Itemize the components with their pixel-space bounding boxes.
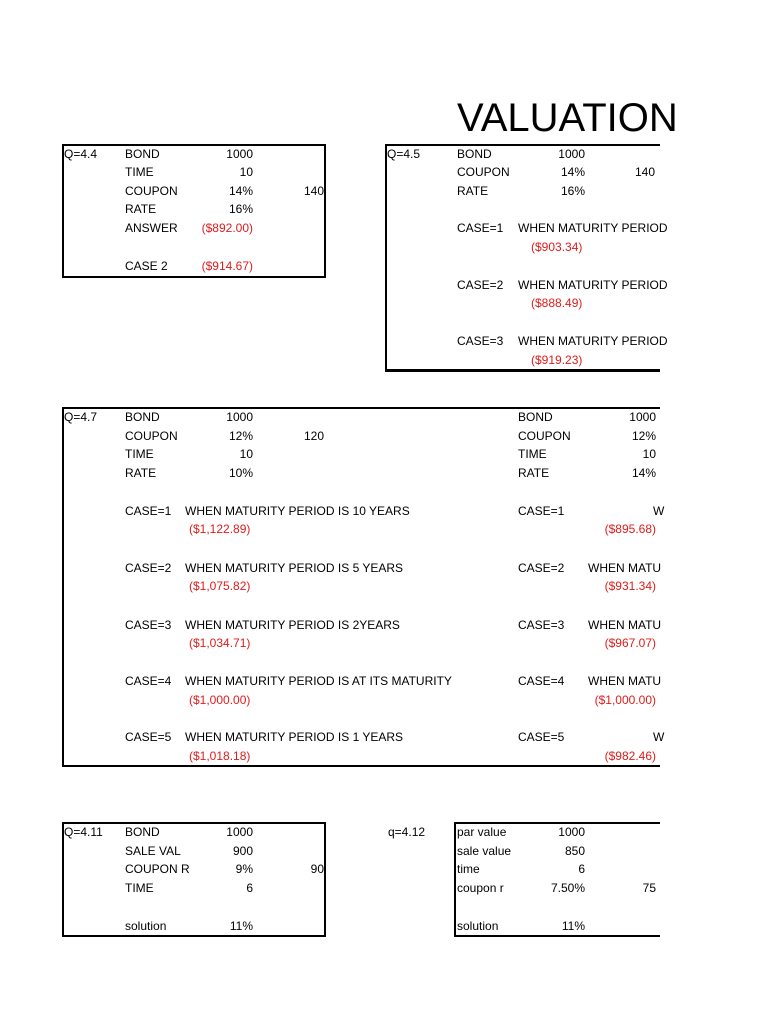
- q47b-case4-value: ($1,000.00): [594, 693, 656, 707]
- q47b-case3-label: CASE=3: [518, 618, 565, 632]
- q45-case1-label: CASE=1: [457, 221, 504, 235]
- q45-rate-label: RATE: [457, 184, 489, 198]
- q44-case2-value: ($914.67): [201, 259, 253, 273]
- q44-time-value: 10: [239, 165, 253, 179]
- q47b-rate-value: 14%: [631, 466, 656, 480]
- q47b-case1-value: ($895.68): [604, 522, 656, 536]
- q412-time-value: 6: [578, 862, 585, 876]
- q45-case3-value: ($919.23): [531, 353, 583, 367]
- q412-coupon-amount: 75: [642, 881, 656, 895]
- q44-answer-label: ANSWER: [125, 221, 178, 235]
- q45-case3-desc: WHEN MATURITY PERIOD: [518, 334, 668, 348]
- q45-case1-desc: WHEN MATURITY PERIOD: [518, 221, 668, 235]
- q47-id: Q=4.7: [64, 410, 98, 424]
- q411-sale-value: 900: [232, 844, 253, 858]
- q412-time-label: time: [457, 862, 480, 876]
- q47-coupon-amount: 120: [303, 429, 324, 443]
- q47b-case4-label: CASE=4: [518, 674, 565, 688]
- q47-rate-value: 10%: [228, 466, 253, 480]
- q411-id: Q=4.11: [64, 825, 103, 839]
- q47-case4-label: CASE=4: [125, 674, 172, 688]
- q45-bond-label: BOND: [457, 147, 492, 161]
- q47-bond-label: BOND: [125, 410, 160, 424]
- q47b-case5-desc: W: [653, 730, 665, 744]
- q47-case2-value: ($1,075.82): [189, 579, 251, 593]
- q412-sale-value: 850: [564, 844, 585, 858]
- q47b-rate-label: RATE: [518, 466, 550, 480]
- q47-rate-label: RATE: [125, 466, 157, 480]
- q44-bond-label: BOND: [125, 147, 160, 161]
- q411-bond-value: 1000: [226, 825, 253, 839]
- q47-case4-value: ($1,000.00): [189, 693, 251, 707]
- q45-coupon-amount: 140: [634, 165, 655, 179]
- q47-bond-value: 1000: [226, 410, 253, 424]
- q411-time-label: TIME: [125, 881, 154, 895]
- q47b-time-label: TIME: [518, 447, 547, 461]
- q47-case5-desc: WHEN MATURITY PERIOD IS 1 YEARS: [185, 730, 404, 744]
- q47b-bond-value: 1000: [629, 410, 656, 424]
- q45-case2-value: ($888.49): [531, 296, 583, 310]
- q44-bond-value: 1000: [226, 147, 253, 161]
- q412-coupon-label: coupon r: [457, 881, 504, 895]
- q45-coupon-value: 14%: [560, 165, 585, 179]
- q412-id: q=4.12: [388, 825, 426, 839]
- q47b-case5-label: CASE=5: [518, 730, 565, 744]
- q47-time-value: 10: [239, 447, 253, 461]
- q44-coupon-label: COUPON: [125, 184, 178, 198]
- q44-coupon-amount: 140: [303, 184, 324, 198]
- q47-case4-desc: WHEN MATURITY PERIOD IS AT ITS MATURITY: [185, 674, 452, 688]
- q47-case1-desc: WHEN MATURITY PERIOD IS 10 YEARS: [185, 504, 410, 518]
- q47b-case2-desc: WHEN MATU: [588, 561, 662, 575]
- q45-case2-label: CASE=2: [457, 278, 504, 292]
- q47-time-label: TIME: [125, 447, 154, 461]
- q44-rate-label: RATE: [125, 202, 157, 216]
- q411-coupon-value: 9%: [235, 862, 253, 876]
- q47-case3-label: CASE=3: [125, 618, 172, 632]
- q47-case1-label: CASE=1: [125, 504, 172, 518]
- q45-case1-value: ($903.34): [531, 240, 583, 254]
- q411-coupon-label: COUPON R: [125, 862, 190, 876]
- q411-sale-label: SALE VAL: [125, 844, 181, 858]
- q412-par-label: par value: [457, 825, 507, 839]
- q47-case2-desc: WHEN MATURITY PERIOD IS 5 YEARS: [185, 561, 404, 575]
- q45-bond-value: 1000: [558, 147, 585, 161]
- q412-coupon-value: 7.50%: [550, 881, 585, 895]
- q412-solution-label: solution: [457, 919, 499, 933]
- q411-solution-label: solution: [125, 919, 167, 933]
- q412-solution-value: 11%: [561, 919, 585, 933]
- q47b-coupon-value: 12%: [631, 429, 656, 443]
- q47-coupon-value: 12%: [228, 429, 253, 443]
- q47-case5-label: CASE=5: [125, 730, 172, 744]
- q47-case2-label: CASE=2: [125, 561, 172, 575]
- q47-case1-value: ($1,122.89): [189, 522, 251, 536]
- q47b-case1-desc: W: [653, 504, 665, 518]
- q45-case3-label: CASE=3: [457, 334, 504, 348]
- q47b-case2-label: CASE=2: [518, 561, 565, 575]
- q411-time-value: 6: [246, 881, 253, 895]
- q45-case2-desc: WHEN MATURITY PERIOD: [518, 278, 668, 292]
- q412-sale-label: sale value: [457, 844, 512, 858]
- q44-answer-value: ($892.00): [201, 221, 253, 235]
- q47-case3-desc: WHEN MATURITY PERIOD IS 2YEARS: [185, 618, 400, 632]
- q47b-case3-value: ($967.07): [604, 636, 656, 650]
- q47b-case3-desc: WHEN MATU: [588, 618, 662, 632]
- q47-case3-value: ($1,034.71): [189, 636, 251, 650]
- q44-case2-label: CASE 2: [125, 259, 168, 273]
- q47-case5-value: ($1,018.18): [189, 749, 251, 763]
- q411-coupon-amount: 90: [310, 862, 324, 876]
- q411-solution-value: 11%: [229, 919, 253, 933]
- q47-coupon-label: COUPON: [125, 429, 178, 443]
- q44-coupon-value: 14%: [228, 184, 253, 198]
- page-title: VALUATION: [457, 96, 678, 140]
- q47b-case2-value: ($931.34): [604, 579, 656, 593]
- q47b-case1-label: CASE=1: [518, 504, 565, 518]
- q412-par-value: 1000: [558, 825, 585, 839]
- q47b-time-value: 10: [642, 447, 656, 461]
- q44-rate-value: 16%: [228, 202, 253, 216]
- q44-time-label: TIME: [125, 165, 154, 179]
- q411-bond-label: BOND: [125, 825, 160, 839]
- q47b-coupon-label: COUPON: [518, 429, 571, 443]
- q47b-case4-desc: WHEN MATU: [588, 674, 662, 688]
- q47b-case5-value: ($982.46): [604, 749, 656, 763]
- q44-id: Q=4.4: [64, 147, 98, 161]
- q45-id: Q=4.5: [387, 147, 421, 161]
- q47b-bond-label: BOND: [518, 410, 553, 424]
- q45-coupon-label: COUPON: [457, 165, 510, 179]
- q45-rate-value: 16%: [560, 184, 585, 198]
